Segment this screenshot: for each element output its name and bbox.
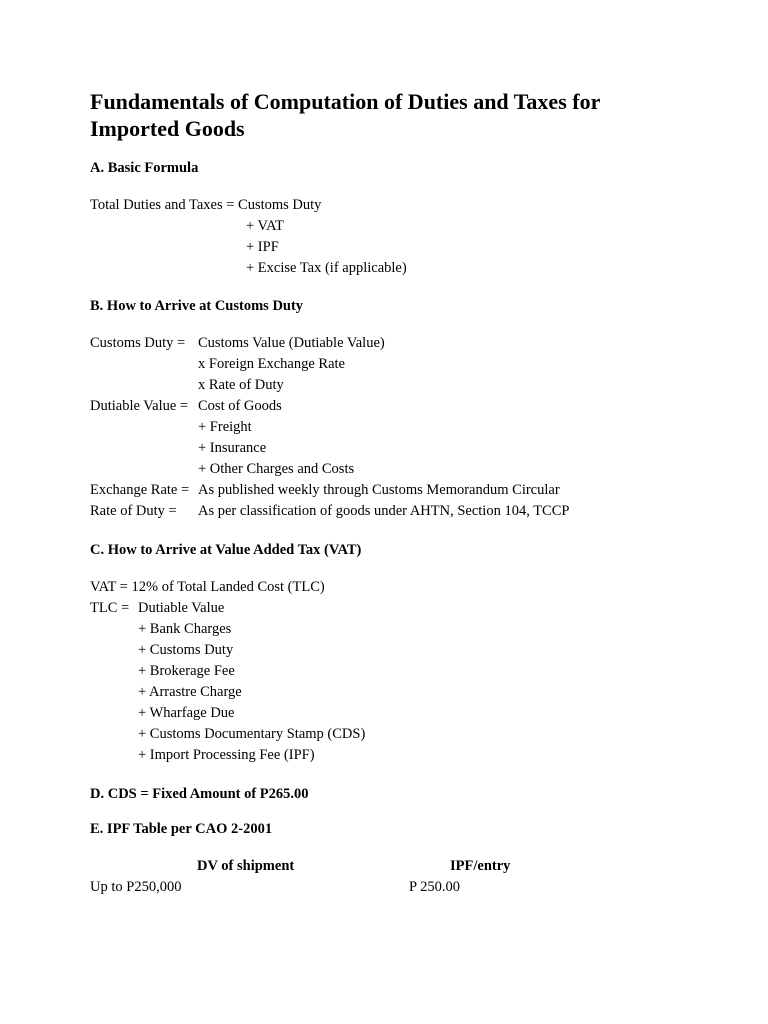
exchange-rate-value: As published weekly through Customs Memorandum Circular [198,482,560,498]
rate-of-duty-label: Rate of Duty = [90,503,177,519]
tlc-label: TLC = [90,600,130,616]
dutiable-value-line: + Freight [198,419,252,435]
page-title: Fundamentals of Computation of Duties and Taxes for Imported Goods [90,89,600,141]
ipf-table-cell-ipf: P 250.00 [409,879,461,895]
section-a-line: + VAT [246,218,284,234]
rate-of-duty-value: As per classification of goods under AHTN, Section 104, TCCP [198,503,570,519]
section-c-heading: C. How to Arrive at Value Added Tax (VAT) [90,542,362,558]
dutiable-value-label: Dutiable Value = [90,398,189,414]
customs-duty-line: Customs Value (Dutiable Value) [198,335,385,351]
tlc-line: + Customs Duty [138,642,234,658]
dutiable-value-line: + Other Charges and Costs [198,461,355,477]
customs-duty-label: Customs Duty = [90,335,186,351]
section-b-heading: B. How to Arrive at Customs Duty [90,298,304,314]
section-a-line: + Excise Tax (if applicable) [246,260,407,276]
tlc-line: + Arrastre Charge [138,684,242,700]
tlc-line: + Wharfage Due [138,705,235,721]
dutiable-value-line: Cost of Goods [198,398,282,414]
ipf-table-cell-dv: Up to P250,000 [90,879,182,895]
tlc-first-line: Dutiable Value [138,600,225,616]
section-a-lhs: Total Duties and Taxes = Customs Duty [90,197,322,213]
vat-line: VAT = 12% of Total Landed Cost (TLC) [90,579,325,595]
ipf-table-header-dv: DV of shipment [197,858,295,874]
customs-duty-line: x Foreign Exchange Rate [198,356,345,372]
tlc-line: + Bank Charges [138,621,232,637]
section-e-heading: E. IPF Table per CAO 2-2001 [90,821,273,837]
section-a-heading: A. Basic Formula [90,160,199,176]
customs-duty-line: x Rate of Duty [198,377,284,393]
section-a-line: + IPF [246,239,279,255]
tlc-line: + Brokerage Fee [138,663,235,679]
section-d-heading: D. CDS = Fixed Amount of P265.00 [90,786,309,802]
exchange-rate-label: Exchange Rate = [90,482,190,498]
ipf-table-header-ipf: IPF/entry [450,858,511,874]
dutiable-value-line: + Insurance [198,440,267,456]
tlc-line: + Customs Documentary Stamp (CDS) [138,726,366,742]
tlc-line: + Import Processing Fee (IPF) [138,747,315,763]
